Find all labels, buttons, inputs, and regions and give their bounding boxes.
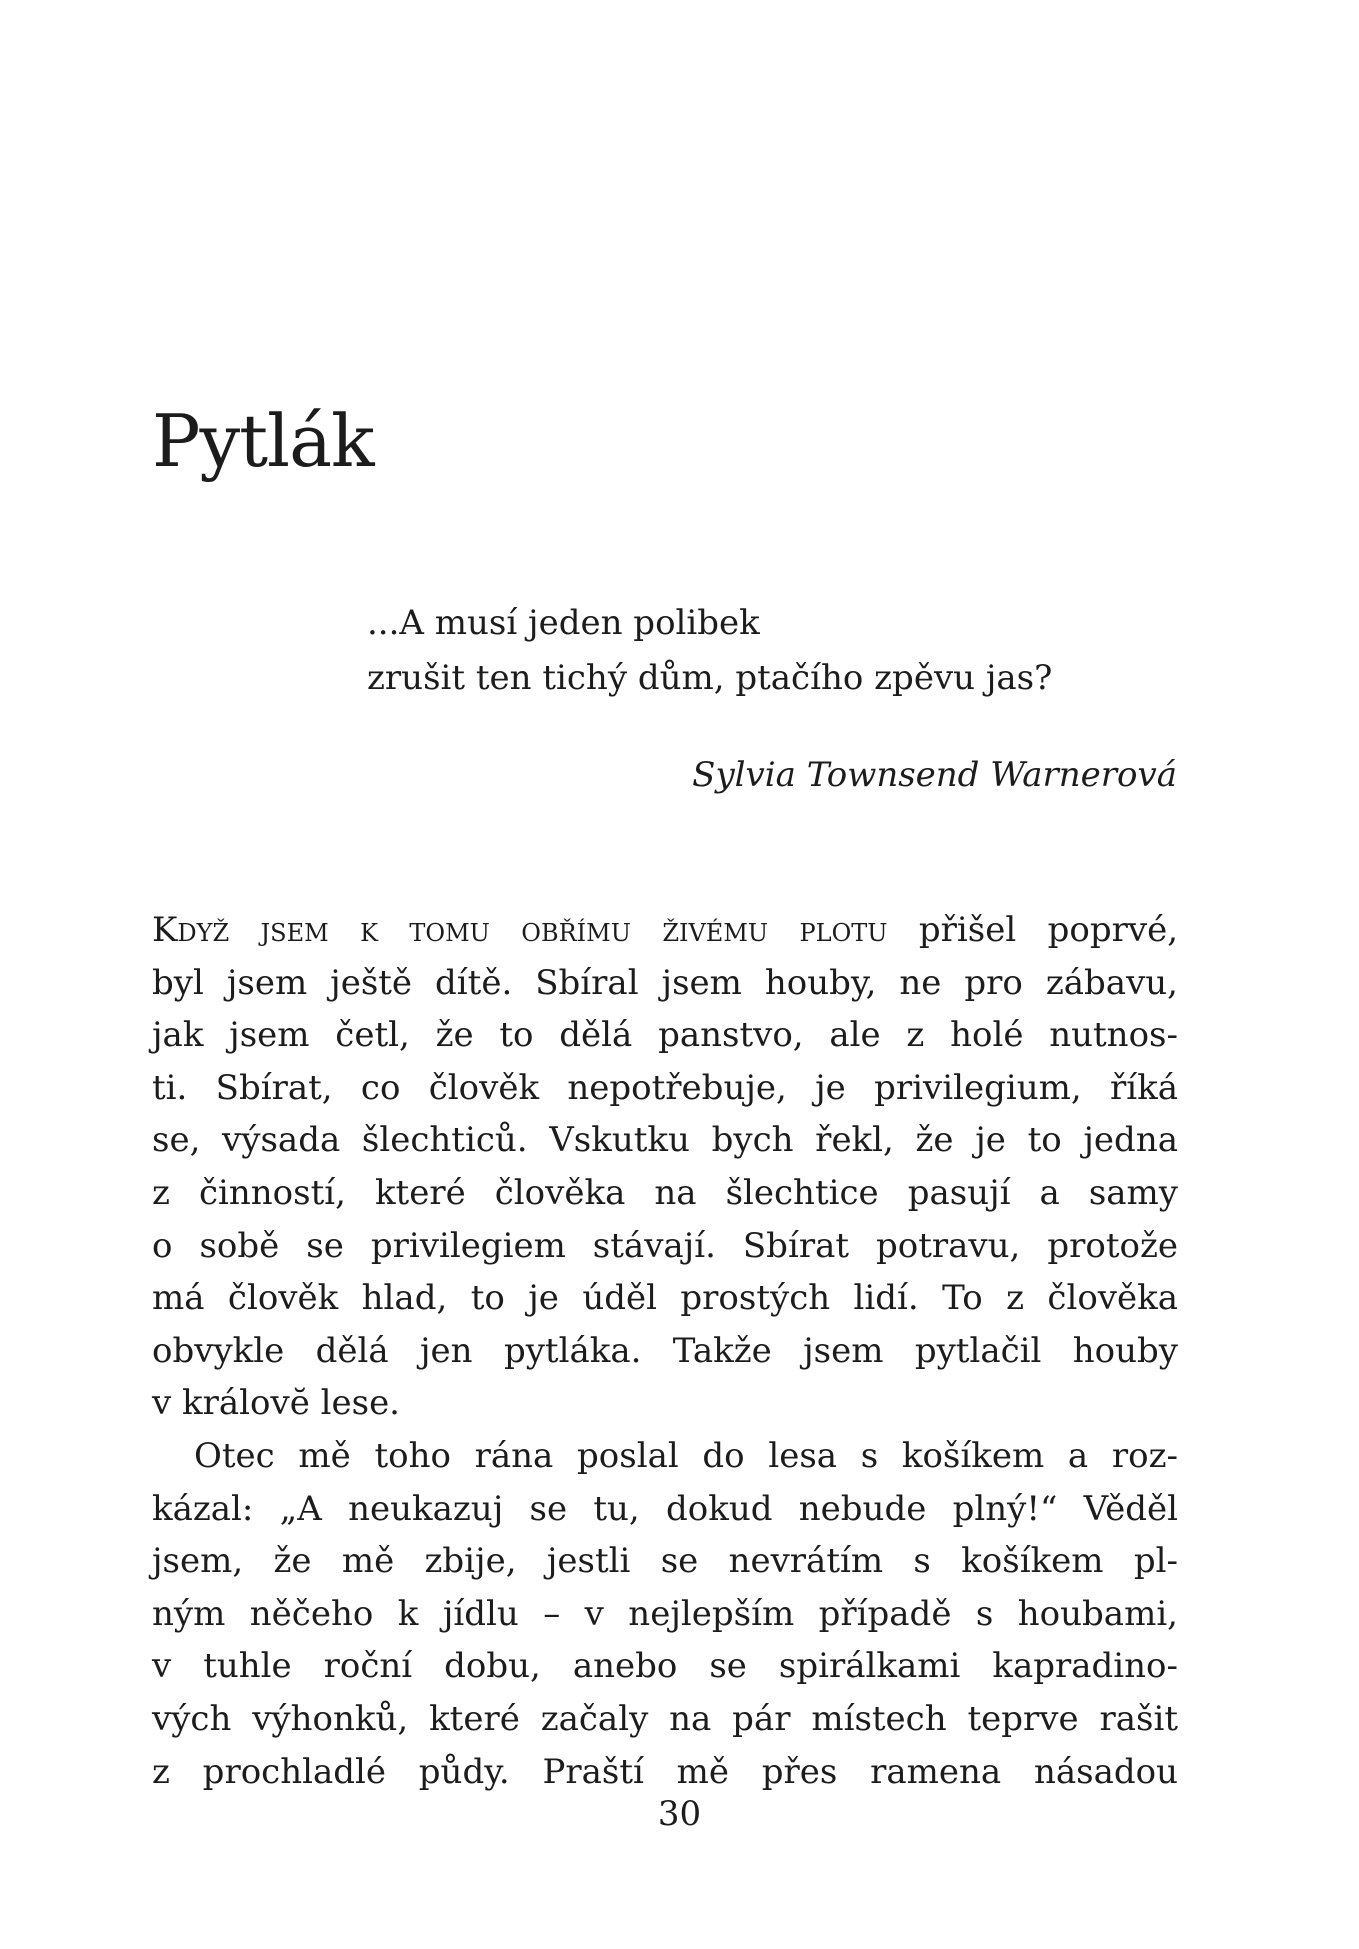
text-line: jsem, že mě zbije, jestli se nevrátím s košíkem pl- <box>152 1541 1178 1582</box>
chapter-title: Pytlák <box>152 399 374 483</box>
text-line: Otec mě toho rána poslal do lesa s košíkem a roz- <box>194 1435 1178 1476</box>
epigraph-line: zrušit ten tichý dům, ptačího zpěvu jas? <box>367 658 1053 698</box>
epigraph-line: ...A musí jeden polibek <box>367 603 760 643</box>
text-line <box>152 904 1178 957</box>
opening-smallcaps: Když jsem k tomu obřímu živému plotu <box>152 910 888 950</box>
text-line: má člověk hlad, to je úděl prostých lidí. To z člověka <box>152 1278 1178 1319</box>
text-line: byl jsem ještě dítě. Sbíral jsem houby, ne pro zábavu, <box>152 962 1178 1003</box>
text-line: ti. Sbírat, co člověk nepotřebuje, je privilegium, říká <box>152 1067 1178 1108</box>
text-line: kázal: „A neukazuj se tu, dokud nebude plný!“ Věděl <box>152 1488 1178 1529</box>
text-line: obvykle dělá jen pytláka. Takže jsem pytlačil houby <box>152 1330 1178 1371</box>
epigraph-author: Sylvia Townsend Warnerová <box>692 755 1177 795</box>
text-line: z prochladlé půdy. Praští mě přes ramena násadou <box>152 1751 1178 1792</box>
text-line: o sobě se privilegiem stávají. Sbírat potravu, protože <box>152 1225 1178 1266</box>
body-text <box>152 904 1178 1798</box>
text-line: vých výhonků, které začaly na pár místech teprve rašit <box>152 1698 1178 1739</box>
page-number: 30 <box>657 1794 702 1834</box>
text-line-rest: přišel poprvé, <box>887 910 1179 950</box>
text-line: ným něčeho k jídlu – v nejlepším případě s houbami, <box>152 1593 1178 1634</box>
epigraph <box>367 596 1177 706</box>
text-line: jak jsem četl, že to dělá panstvo, ale z holé nutnos- <box>152 1015 1178 1056</box>
text-line: z činností, které člověka na šlechtice pasují a samy <box>152 1172 1178 1213</box>
text-line: v tuhle roční dobu, anebo se spirálkami kapradino- <box>152 1646 1178 1687</box>
text-line: v královĕ lese. <box>152 1383 400 1424</box>
text-line: se, výsada šlechticů. Vskutku bych řekl, že je to jedna <box>152 1120 1178 1161</box>
